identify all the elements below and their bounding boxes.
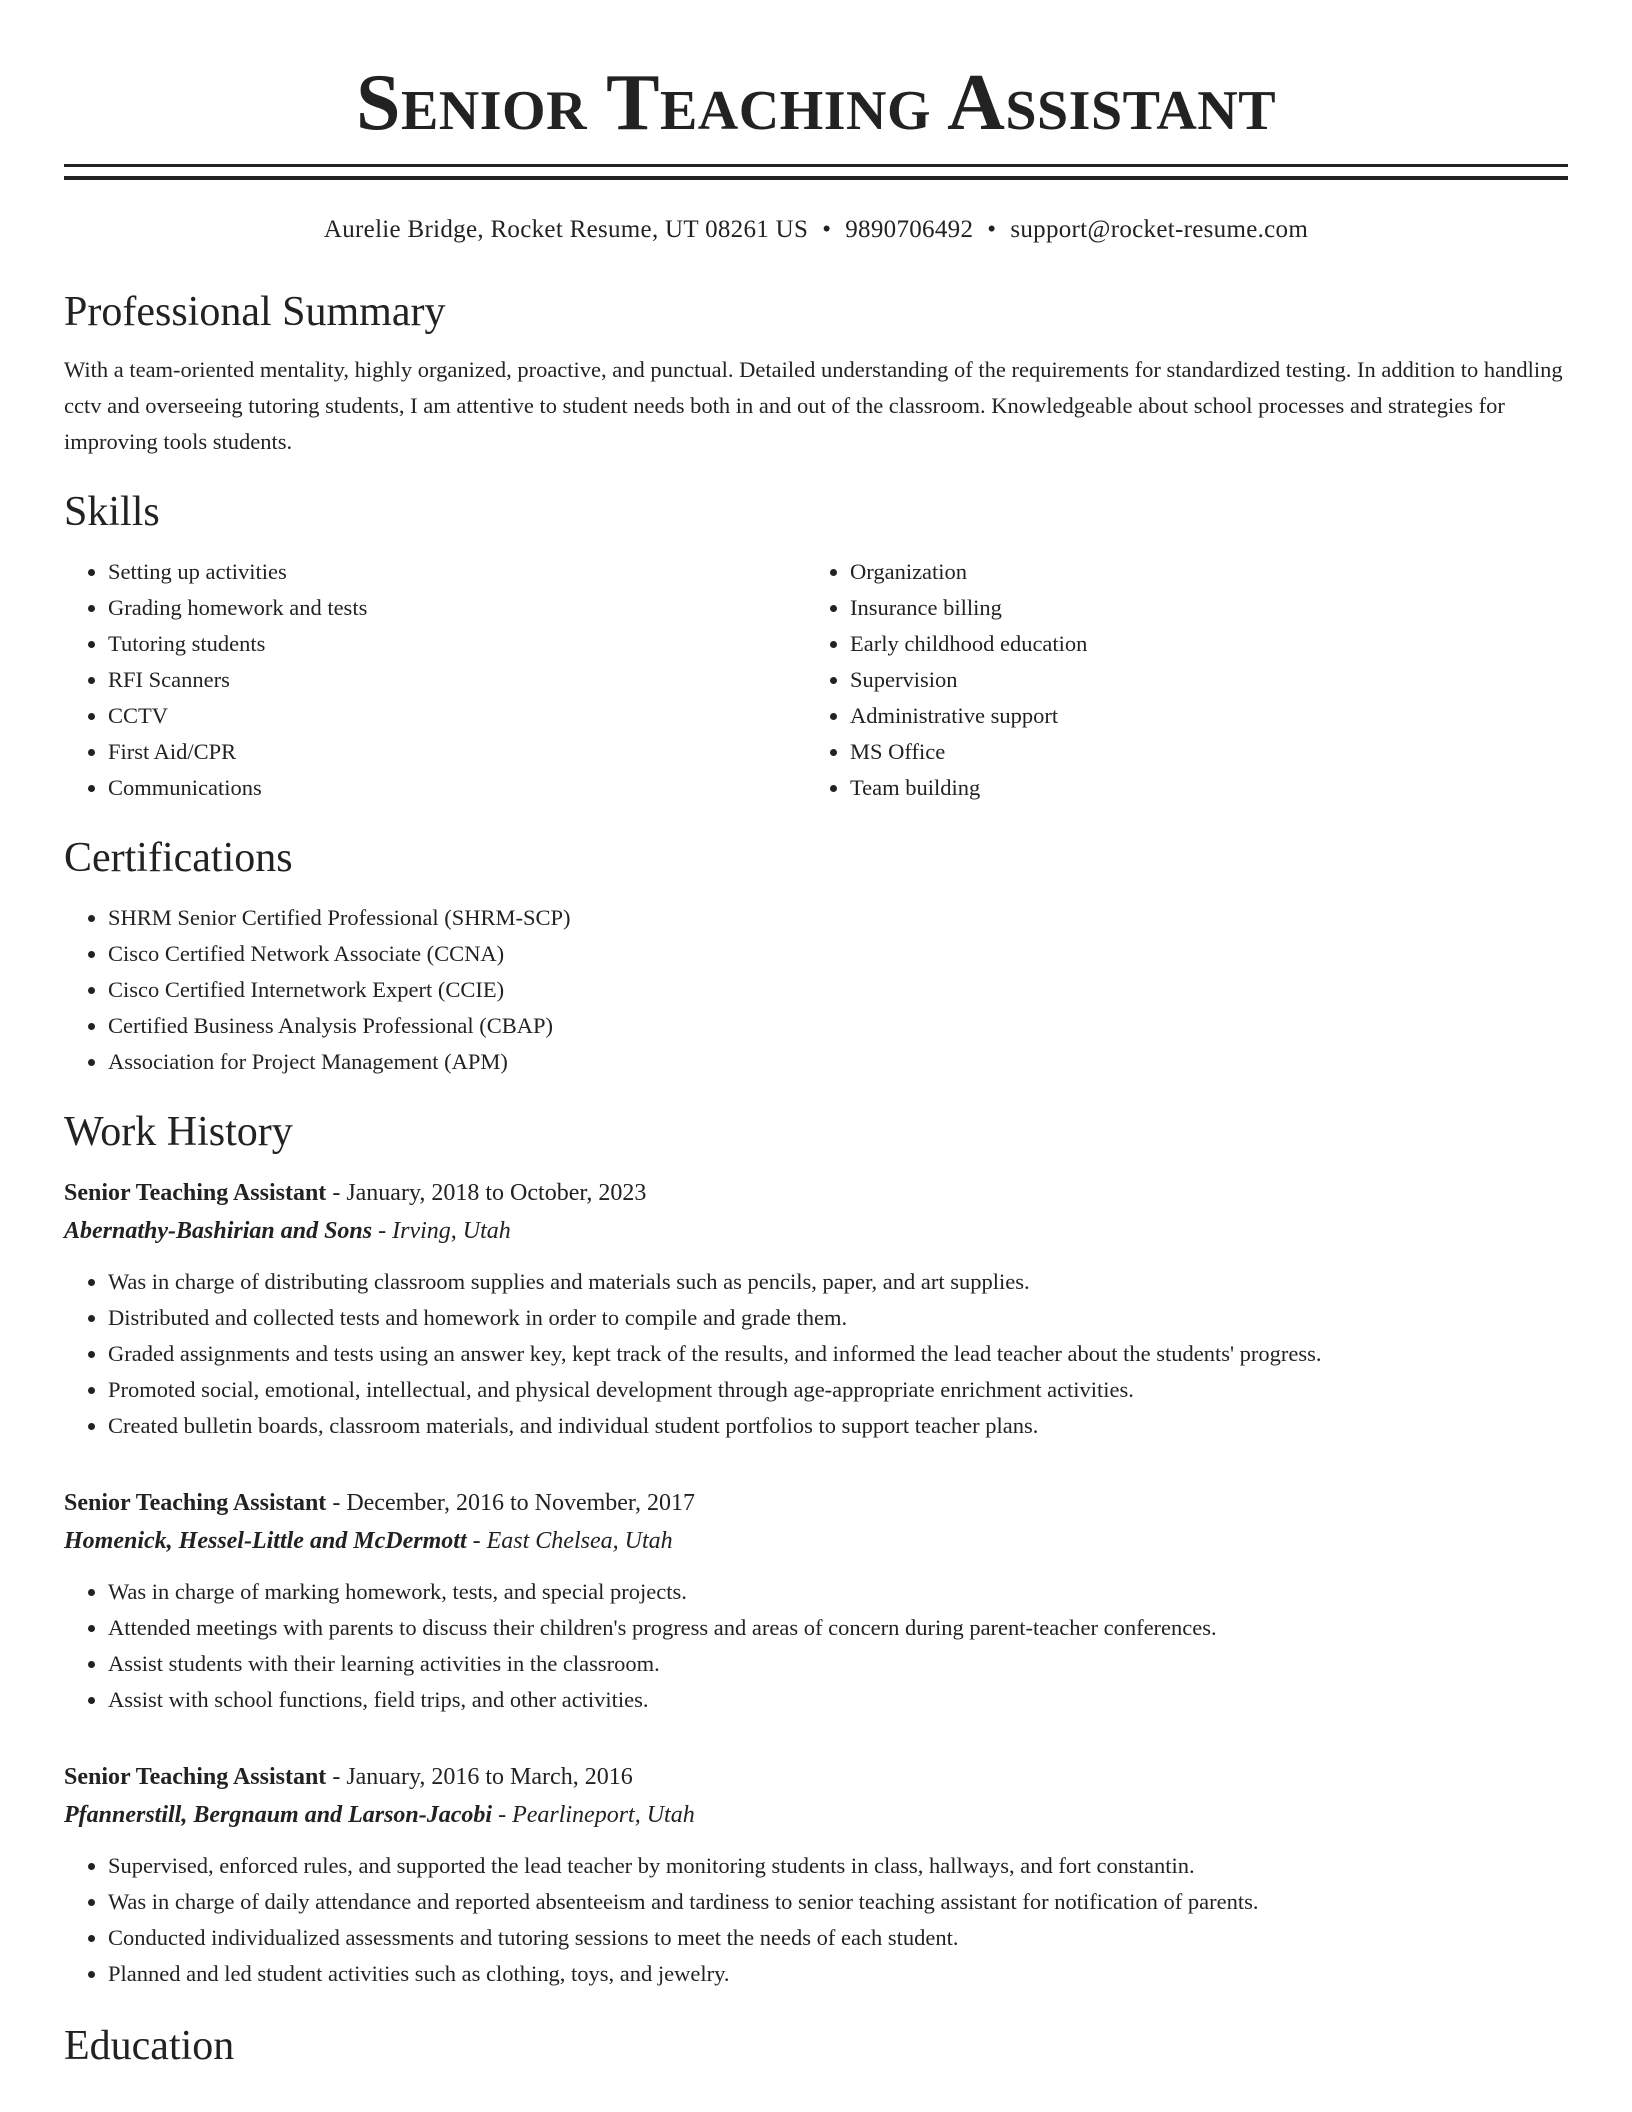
job-duty: • Supervised, enforced rules, and supported the lead teacher by monitoring students in class, hallways, and fort constantin. xyxy=(108,1848,1568,1884)
contact-separator: • xyxy=(822,216,832,243)
contact-separator: • xyxy=(987,216,997,243)
job-title: Senior Teaching Assistant xyxy=(64,1180,327,1206)
job-dash: - xyxy=(372,1218,393,1244)
job-title: Senior Teaching Assistant xyxy=(64,1490,327,1516)
job-company-line xyxy=(64,1796,1568,1834)
certifications-heading: Certifications xyxy=(64,835,293,881)
skill-item: • Organization xyxy=(850,554,1548,590)
skill-item: • CCTV xyxy=(108,698,806,734)
job-entry xyxy=(64,1174,1568,1444)
job-duty: • Graded assignments and tests using an answer key, kept track of the results, and informed the lead teacher about the students' progress. xyxy=(108,1336,1568,1372)
certification-item: • Cisco Certified Network Associate (CCNA) xyxy=(108,936,1568,972)
job-dates: January, 2018 to October, 2023 xyxy=(346,1180,647,1206)
job-dash: - xyxy=(326,1180,347,1206)
job-duty: • Was in charge of marking homework, tests, and special projects. xyxy=(108,1574,1568,1610)
job-dates: December, 2016 to November, 2017 xyxy=(346,1490,695,1516)
job-location: Irving, Utah xyxy=(392,1218,511,1244)
job-duty: • Was in charge of daily attendance and reported absenteeism and tardiness to senior teaching assistant for notification of parents. xyxy=(108,1884,1568,1920)
job-dash: - xyxy=(326,1764,347,1790)
job-title: Senior Teaching Assistant xyxy=(64,1764,327,1790)
skills-column-left xyxy=(64,554,806,806)
skill-item: • Setting up activities xyxy=(108,554,806,590)
job-company-line xyxy=(64,1212,1568,1250)
job-title-line xyxy=(64,1484,1568,1522)
job-company: Abernathy-Bashirian and Sons xyxy=(64,1218,373,1244)
job-title-line xyxy=(64,1758,1568,1796)
skill-item: • First Aid/CPR xyxy=(108,734,806,770)
skills-heading: Skills xyxy=(64,489,160,535)
certification-item: • Association for Project Management (APM) xyxy=(108,1044,1568,1080)
contact-phone: 9890706492 xyxy=(845,216,974,243)
contact-address: Aurelie Bridge, Rocket Resume, UT 08261 US xyxy=(323,216,809,243)
job-duties-list xyxy=(64,1574,1568,1718)
job-duties-list xyxy=(64,1848,1568,1992)
job-entry xyxy=(64,1484,1568,1718)
job-dash: - xyxy=(492,1802,513,1828)
skill-item: • Administrative support xyxy=(850,698,1548,734)
skill-item: • Early childhood education xyxy=(850,626,1548,662)
education-heading: Education xyxy=(64,2023,235,2069)
skill-item: • Tutoring students xyxy=(108,626,806,662)
job-company: Pfannerstill, Bergnaum and Larson-Jacobi xyxy=(64,1802,493,1828)
job-duty: • Was in charge of distributing classroom supplies and materials such as pencils, paper, and art supplies. xyxy=(108,1264,1568,1300)
job-company-line xyxy=(64,1522,1568,1560)
work-history-heading: Work History xyxy=(64,1109,293,1155)
certification-item: • Certified Business Analysis Professional (CBAP) xyxy=(108,1008,1568,1044)
contact-email: support@rocket-resume.com xyxy=(1010,216,1309,243)
job-company: Homenick, Hessel-Little and McDermott xyxy=(64,1528,467,1554)
skill-item: • RFI Scanners xyxy=(108,662,806,698)
job-title-line xyxy=(64,1174,1568,1212)
skill-item: • Communications xyxy=(108,770,806,806)
job-entry xyxy=(64,1758,1568,1992)
job-location: Pearlineport, Utah xyxy=(512,1802,695,1828)
skill-item: • MS Office xyxy=(850,734,1548,770)
job-duty: • Assist with school functions, field trips, and other activities. xyxy=(108,1682,1568,1718)
skills-column-right xyxy=(806,554,1548,806)
certification-item: • Cisco Certified Internetwork Expert (CCIE) xyxy=(108,972,1568,1008)
skill-item: • Team building xyxy=(850,770,1548,806)
job-duty: • Promoted social, emotional, intellectual, and physical development through age-appropriate enrichment activities. xyxy=(108,1372,1568,1408)
job-dash: - xyxy=(326,1490,347,1516)
skills-grid xyxy=(64,554,1568,806)
job-duty: • Attended meetings with parents to discuss their children's progress and areas of concern during parent-teacher conferences. xyxy=(108,1610,1568,1646)
job-dates: January, 2016 to March, 2016 xyxy=(346,1764,633,1790)
certifications-list xyxy=(64,900,1568,1080)
job-duty: • Conducted individualized assessments and tutoring sessions to meet the needs of each student. xyxy=(108,1920,1568,1956)
job-duty: • Distributed and collected tests and homework in order to compile and grade them. xyxy=(108,1300,1568,1336)
job-duty: • Assist students with their learning activities in the classroom. xyxy=(108,1646,1568,1682)
job-duty: • Planned and led student activities such as clothing, toys, and jewelry. xyxy=(108,1956,1568,1992)
job-location: East Chelsea, Utah xyxy=(486,1528,673,1554)
page-title: Senior Teaching Assistant xyxy=(355,59,1277,147)
contact-line xyxy=(64,214,1568,246)
skill-item: • Grading homework and tests xyxy=(108,590,806,626)
summary-text: With a team-oriented mentality, highly organized, proactive, and punctual. Detailed understanding of the requirements for standardized testing. In addition to handling cctv and overseeing tutoring students, I am attentive to student needs both in and out of the classroom. Knowledgeable about school processes and strategies for improving tools students. xyxy=(64,357,1563,454)
skills-list-right xyxy=(806,554,1548,806)
job-duty: • Created bulletin boards, classroom materials, and individual student portfolios to support teacher plans. xyxy=(108,1408,1568,1444)
title-divider xyxy=(64,164,1568,180)
job-duties-list xyxy=(64,1264,1568,1444)
skills-list-left xyxy=(64,554,806,806)
summary-heading: Professional Summary xyxy=(64,289,446,335)
job-dash: - xyxy=(466,1528,487,1554)
skill-item: • Supervision xyxy=(850,662,1548,698)
skill-item: • Insurance billing xyxy=(850,590,1548,626)
certification-item: • SHRM Senior Certified Professional (SHRM-SCP) xyxy=(108,900,1568,936)
